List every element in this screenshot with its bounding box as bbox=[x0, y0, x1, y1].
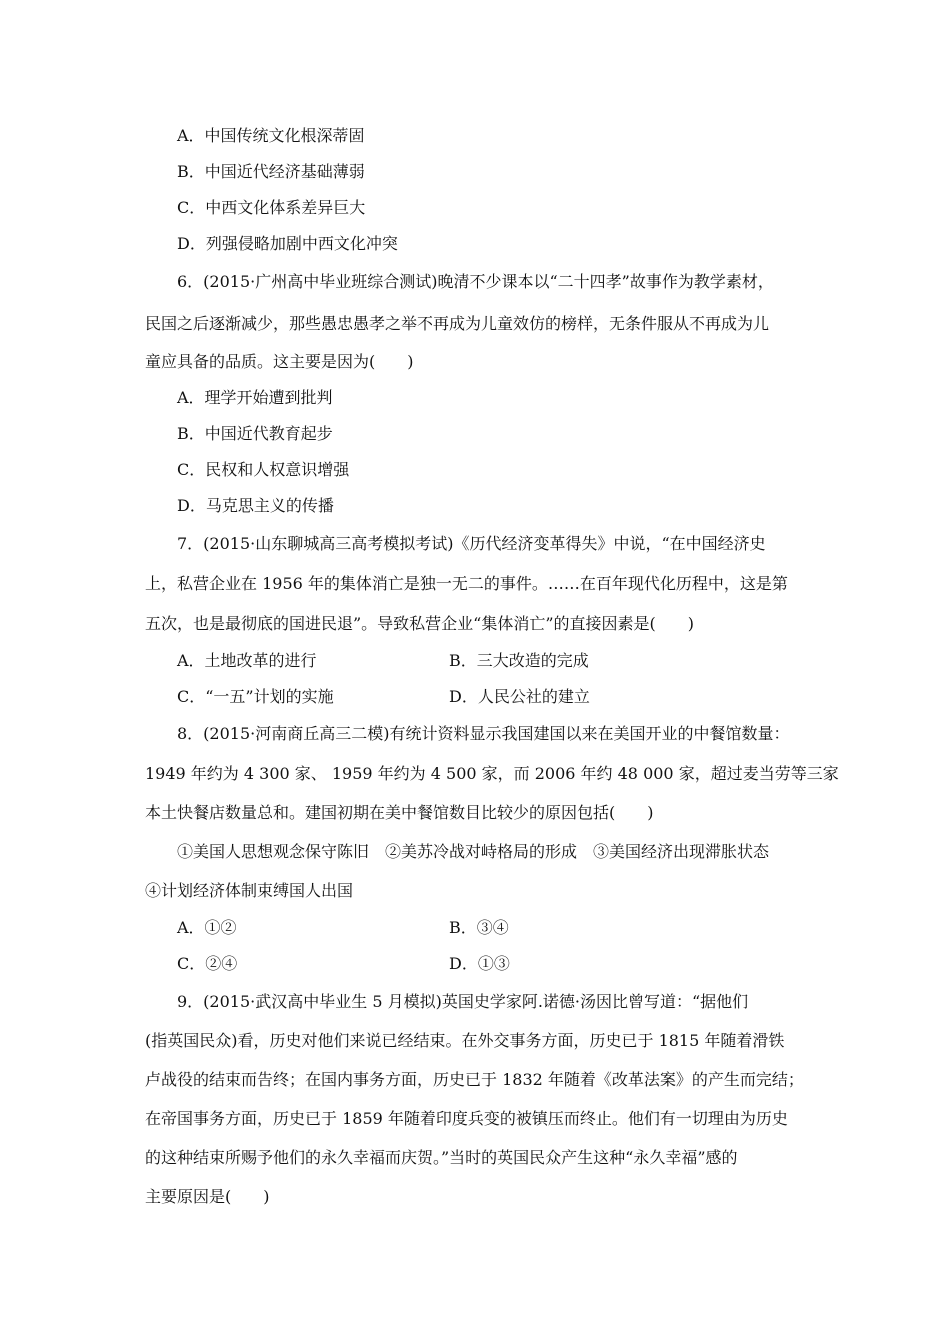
question-9-line-2: (指英国民众)看，历史对他们来说已经结束。在外交事务方面，历史已于 1815 年随着滑铁 bbox=[145, 1031, 785, 1050]
question-8-option-a: A．①② bbox=[177, 918, 237, 937]
question-7-option-d: D．人民公社的建立 bbox=[449, 687, 590, 706]
question-9-line-3: 卢战役的结束而告终；在国内事务方面，历史已于 1832 年随着《改革法案》的产生而完结； bbox=[145, 1070, 804, 1089]
question-7-line-2: 上，私营企业在 1956 年的集体消亡是独一无二的事件。……在百年现代化历程中，这是第 bbox=[145, 574, 788, 593]
question-6-option-d: D．马克思主义的传播 bbox=[177, 496, 334, 515]
question-8-line-1: 8．(2015·河南商丘高三二模)有统计资料显示我国建国以来在美国开业的中餐馆数量： bbox=[177, 724, 790, 743]
option-a: A．中国传统文化根深蒂固 bbox=[177, 126, 365, 145]
question-6-option-a: A．理学开始遭到批判 bbox=[177, 388, 333, 407]
question-7-option-b: B．三大改造的完成 bbox=[449, 651, 589, 670]
question-8-items-line-2: ④计划经济体制束缚国人出国 bbox=[145, 881, 354, 900]
question-8-option-b: B．③④ bbox=[449, 918, 509, 937]
question-9-line-6: 主要原因是( ) bbox=[145, 1187, 270, 1206]
question-6-line-1: 6．(2015·广州高中毕业班综合测试)晚清不少课本以“二十四孝”故事作为教学素材， bbox=[177, 272, 774, 291]
question-8-line-3: 本土快餐店数量总和。建国初期在美中餐馆数目比较少的原因包括( ) bbox=[145, 803, 654, 822]
question-6-option-b: B．中国近代教育起步 bbox=[177, 424, 333, 443]
question-8-option-c: C．②④ bbox=[177, 954, 238, 973]
question-8-line-2: 1949 年约为 4 300 家、 1959 年约为 4 500 家，而 2006 年约 48 000 家，超过麦当劳等三家 bbox=[145, 764, 839, 783]
question-7-line-1: 7．(2015·山东聊城高三高考模拟考试)《历代经济变革得失》中说，“在中国经济史 bbox=[177, 534, 766, 553]
question-8-option-d: D．①③ bbox=[449, 954, 510, 973]
question-9-line-5: 的这种结束所赐予他们的永久幸福而庆贺。”当时的英国民众产生这种“永久幸福”感的 bbox=[145, 1148, 738, 1167]
question-7-option-a: A．土地改革的进行 bbox=[177, 651, 317, 670]
option-d: D．列强侵略加剧中西文化冲突 bbox=[177, 234, 398, 253]
question-7-option-c: C．“一五”计划的实施 bbox=[177, 687, 334, 706]
question-6-line-3: 童应具备的品质。这主要是因为( ) bbox=[145, 352, 414, 371]
question-6-line-2: 民国之后逐渐减少，那些愚忠愚孝之举不再成为儿童效仿的榜样，无条件服从不再成为儿 bbox=[145, 314, 770, 333]
question-9-line-1: 9．(2015·武汉高中毕业生 5 月模拟)英国史学家阿.诺德·汤因比曾写道：“据他们 bbox=[177, 992, 749, 1011]
question-7-line-3: 五次，也是最彻底的国进民退”。导致私营企业“集体消亡”的直接因素是( ) bbox=[145, 614, 695, 633]
question-6-option-c: C．民权和人权意识增强 bbox=[177, 460, 350, 479]
question-9-line-4: 在帝国事务方面，历史已于 1859 年随着印度兵变的被镇压而终止。他们有一切理由为历史 bbox=[145, 1109, 788, 1128]
question-8-items-line-1: ①美国人思想观念保守陈旧 ②美苏冷战对峙格局的形成 ③美国经济出现滞胀状态 bbox=[177, 842, 770, 861]
option-c: C．中西文化体系差异巨大 bbox=[177, 198, 366, 217]
option-b: B．中国近代经济基础薄弱 bbox=[177, 162, 365, 181]
